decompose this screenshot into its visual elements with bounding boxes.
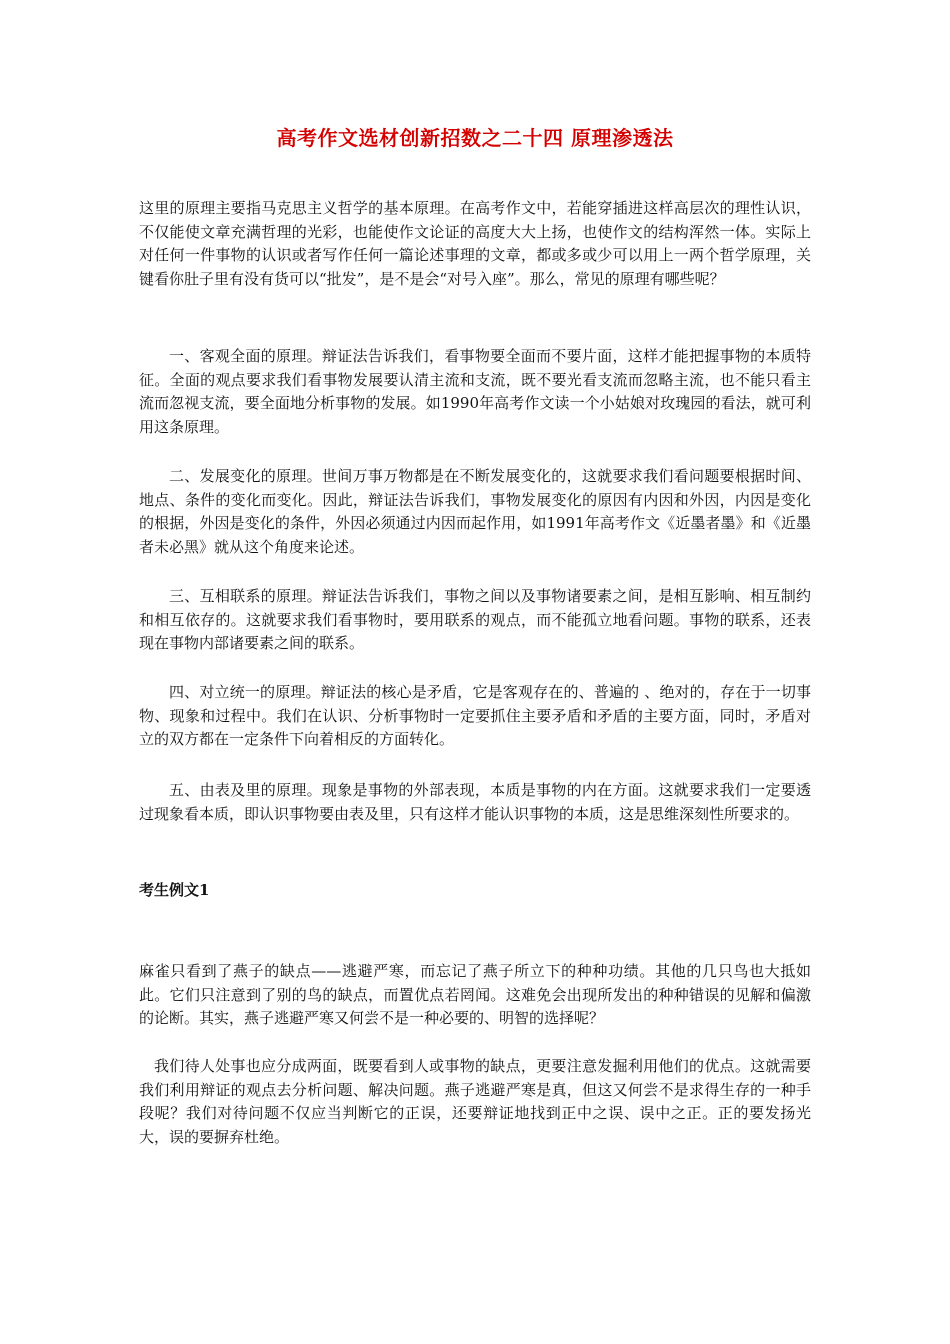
example-paragraph-2: 我们待人处事也应分成两面，既要看到人或事物的缺点，更要注意发掘利用他们的优点。这就需要我们利用辩证的观点去分析问题、解决问题。燕子逃避严寒是真，但这又何尝不是求得生存的一种手段呢？我们对待问题不仅应当判断它的正误，还要辩证地找到正中之误、误中之正。正的要发扬光大，误的要摒弃杜绝。 — [139, 1057, 811, 1146]
principle-paragraph-3: 三、互相联系的原理。辩证法告诉我们，事物之间以及事物诸要素之间，是相互影响、相互制约和相互依存的。这就要求我们看事物时，要用联系的观点，而不能孤立地看问题。事物的联系，还表现在事物内部诸要素之间的联系。 — [139, 587, 811, 653]
principle-paragraph-4: 四、对立统一的原理。辩证法的核心是矛盾，它是客观存在的、普遍的 、绝对的，存在于一切事物、现象和过程中。我们在认识、分析事物时一定要抓住主要矛盾和矛盾的主要方面，同时，矛盾对立的双方都在一定条件下向着相反的方面转化。 — [139, 683, 811, 749]
principle-paragraph-2: 二、发展变化的原理。世间万事万物都是在不断发展变化的，这就要求我们看问题要根据时间、地点、条件的变化而变化。因此，辩证法告诉我们，事物发展变化的原因有内因和外因，内因是变化的根据，外因是变化的条件，外因必须通过内因而起作用，如1991年高考作文《近墨者墨》和《近墨者未必黑》就从这个角度来论述。 — [139, 467, 811, 556]
principle-paragraph-1: 一、客观全面的原理。辩证法告诉我们，看事物要全面而不要片面，这样才能把握事物的本质特征。全面的观点要求我们看事物发展要认清主流和支流，既不要光看支流而忽略主流，也不能只看主流而忽视支流，要全面地分析事物的发展。如1990年高考作文读一个小姑娘对玫瑰园的看法，就可利用这条原理。 — [139, 347, 811, 436]
example-paragraph-1: 麻雀只看到了燕子的缺点——逃避严寒，而忘记了燕子所立下的种种功绩。其他的几只鸟也大抵如此。它们只注意到了别的鸟的缺点，而置优点若罔闻。这难免会出现所发出的种种错误的见解和偏激的论断。其实，燕子逃避严寒又何尝不是一种必要的、明智的选择呢？ — [139, 962, 811, 1028]
intro-paragraph: 这里的原理主要指马克思主义哲学的基本原理。在高考作文中，若能穿插进这样高层次的理性认识，不仅能使文章充满哲理的光彩，也能使作文论证的高度大大上扬，也使作文的结构浑然一体。实际上对任何一件事物的认识或者写作任何一篇论述事理的文章，都或多或少可以用上一两个哲学原理，关键看你肚子里有没有货可以“批发”，是不是会“对号入座”。那么，常见的原理有哪些呢？ — [139, 199, 811, 288]
document-title: 高考作文选材创新招数之二十四 原理渗透法 — [276, 126, 674, 150]
principle-paragraph-5: 五、由表及里的原理。现象是事物的外部表现，本质是事物的内在方面。这就要求我们一定要透过现象看本质，即认识事物要由表及里，只有这样才能认识事物的本质，这是思维深刻性所要求的。 — [139, 781, 811, 823]
example-heading: 考生例文1 — [139, 881, 210, 899]
